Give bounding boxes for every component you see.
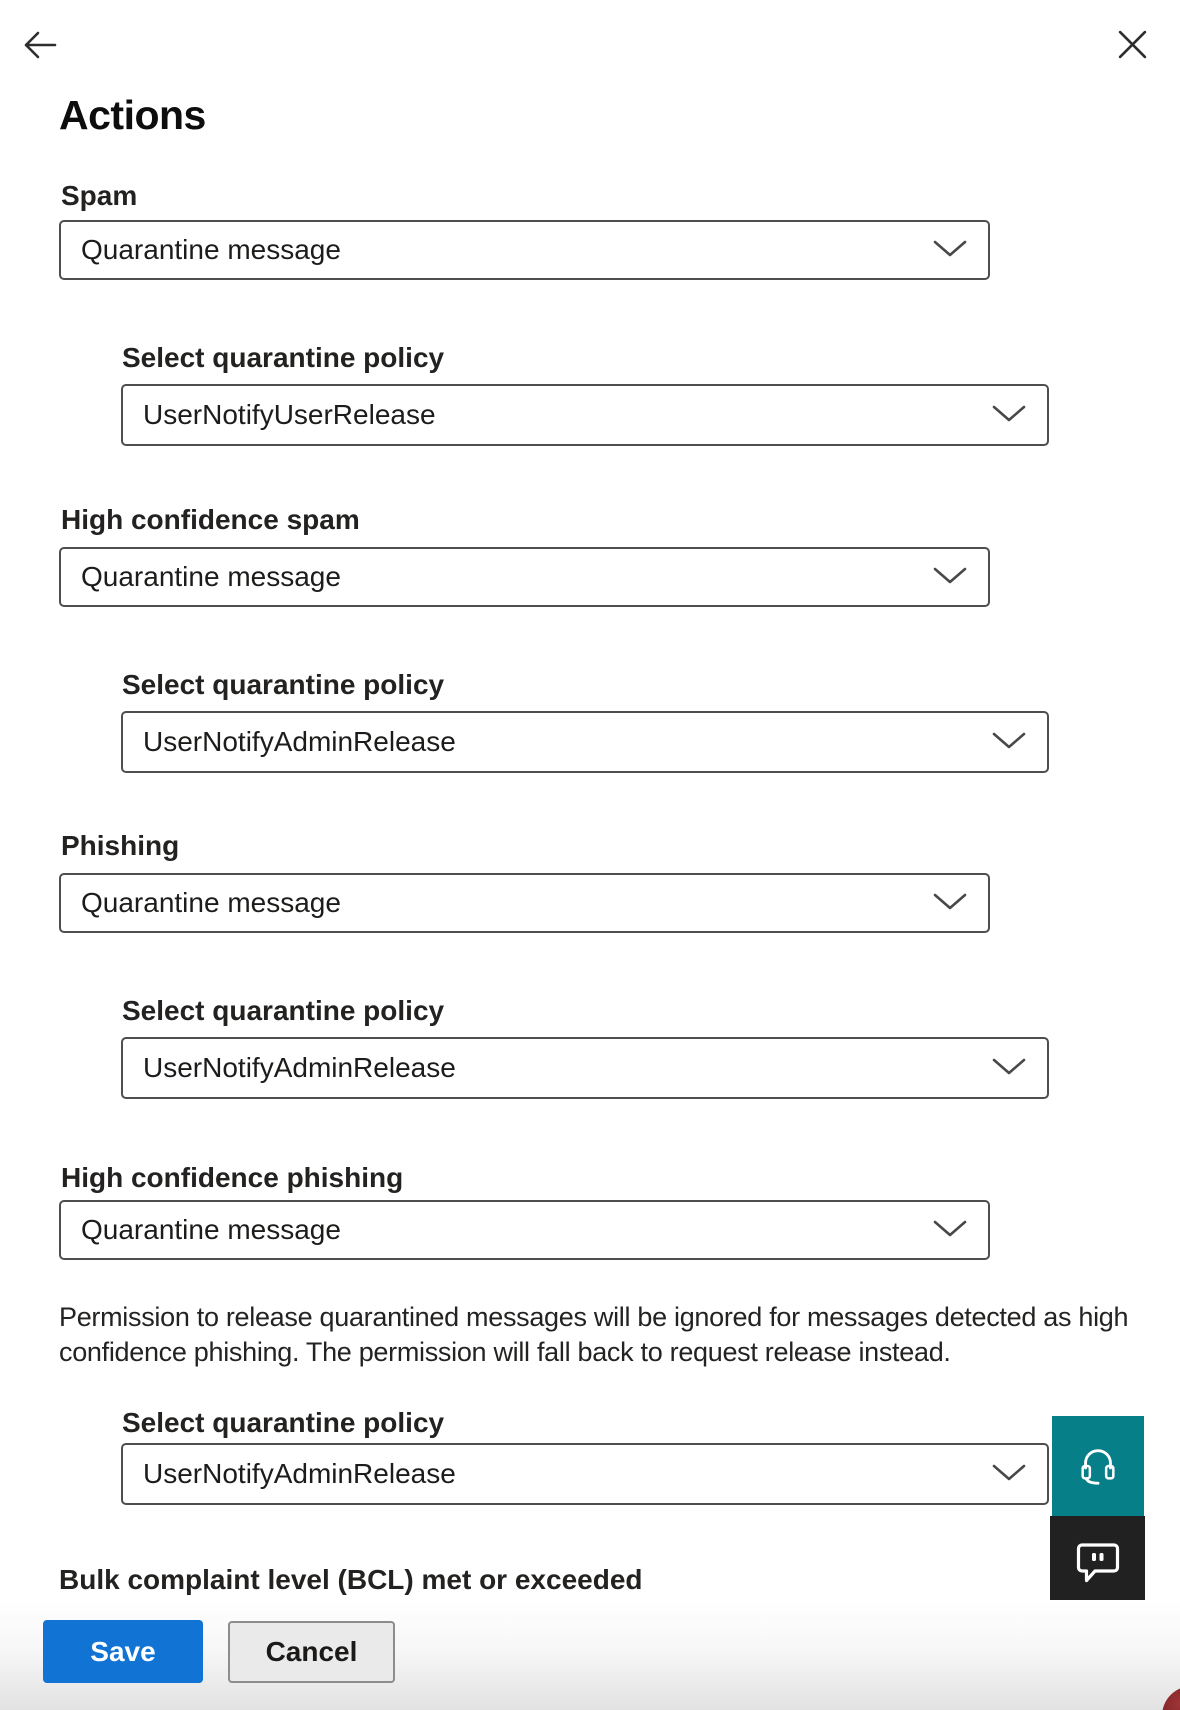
spam-label: Spam xyxy=(61,180,138,211)
phishing-policy-dropdown[interactable] xyxy=(121,1037,1049,1099)
back-arrow-icon xyxy=(22,29,58,64)
chevron-down-icon xyxy=(932,234,968,266)
high-confidence-phishing-label: High confidence phishing xyxy=(61,1162,404,1193)
phishing-label: Phishing xyxy=(61,830,180,861)
high-confidence-phishing-action-dropdown[interactable] xyxy=(59,1200,990,1260)
phishing-policy-label: Select quarantine policy xyxy=(122,995,445,1026)
high-confidence-phishing-policy-value: UserNotifyAdminRelease xyxy=(143,1458,456,1489)
spam-policy-label: Select quarantine policy xyxy=(122,342,445,373)
phishing-action-value: Quarantine message xyxy=(81,887,341,918)
save-button[interactable]: Save xyxy=(43,1620,203,1683)
help-button[interactable] xyxy=(1052,1416,1144,1516)
high-confidence-phishing-note: Permission to release quarantined messages will be ignored for messages detected as high confidence phishing. The permission will fall back to request release instead. xyxy=(59,1302,1129,1367)
high-confidence-phishing-action-value: Quarantine message xyxy=(81,1214,341,1245)
feedback-chat-button[interactable] xyxy=(1050,1516,1145,1610)
high-confidence-spam-policy-dropdown[interactable] xyxy=(121,711,1049,773)
chevron-down-icon xyxy=(991,726,1027,758)
footer-bar xyxy=(0,1600,1180,1710)
page-title: Actions xyxy=(59,92,206,138)
chevron-down-icon xyxy=(991,1458,1027,1490)
spam-policy-dropdown[interactable] xyxy=(121,384,1049,446)
chevron-down-icon xyxy=(932,887,968,919)
close-button[interactable] xyxy=(1108,22,1156,70)
spam-action-dropdown[interactable] xyxy=(59,220,990,280)
high-confidence-spam-action-dropdown[interactable] xyxy=(59,547,990,607)
high-confidence-spam-policy-value: UserNotifyAdminRelease xyxy=(143,726,456,757)
high-confidence-spam-action-value: Quarantine message xyxy=(81,561,341,592)
phishing-action-dropdown[interactable] xyxy=(59,873,990,933)
cancel-button[interactable]: Cancel xyxy=(228,1621,395,1683)
back-button[interactable] xyxy=(16,22,64,70)
high-confidence-spam-policy-label: Select quarantine policy xyxy=(122,669,445,700)
high-confidence-spam-label: High confidence spam xyxy=(61,504,360,535)
spam-action-value: Quarantine message xyxy=(81,234,341,265)
chevron-down-icon xyxy=(932,1214,968,1246)
high-confidence-phishing-policy-label: Select quarantine policy xyxy=(122,1407,445,1438)
chevron-down-icon xyxy=(991,399,1027,431)
phishing-policy-value: UserNotifyAdminRelease xyxy=(143,1052,456,1083)
close-icon xyxy=(1117,29,1148,63)
chevron-down-icon xyxy=(932,561,968,593)
high-confidence-phishing-policy-dropdown[interactable] xyxy=(121,1443,1049,1505)
chat-bubble-icon xyxy=(1075,1540,1121,1587)
headset-icon xyxy=(1075,1441,1121,1492)
spam-policy-value: UserNotifyUserRelease xyxy=(143,399,436,430)
chevron-down-icon xyxy=(991,1052,1027,1084)
bulk-complaint-label: Bulk complaint level (BCL) met or exceeded xyxy=(59,1564,643,1595)
